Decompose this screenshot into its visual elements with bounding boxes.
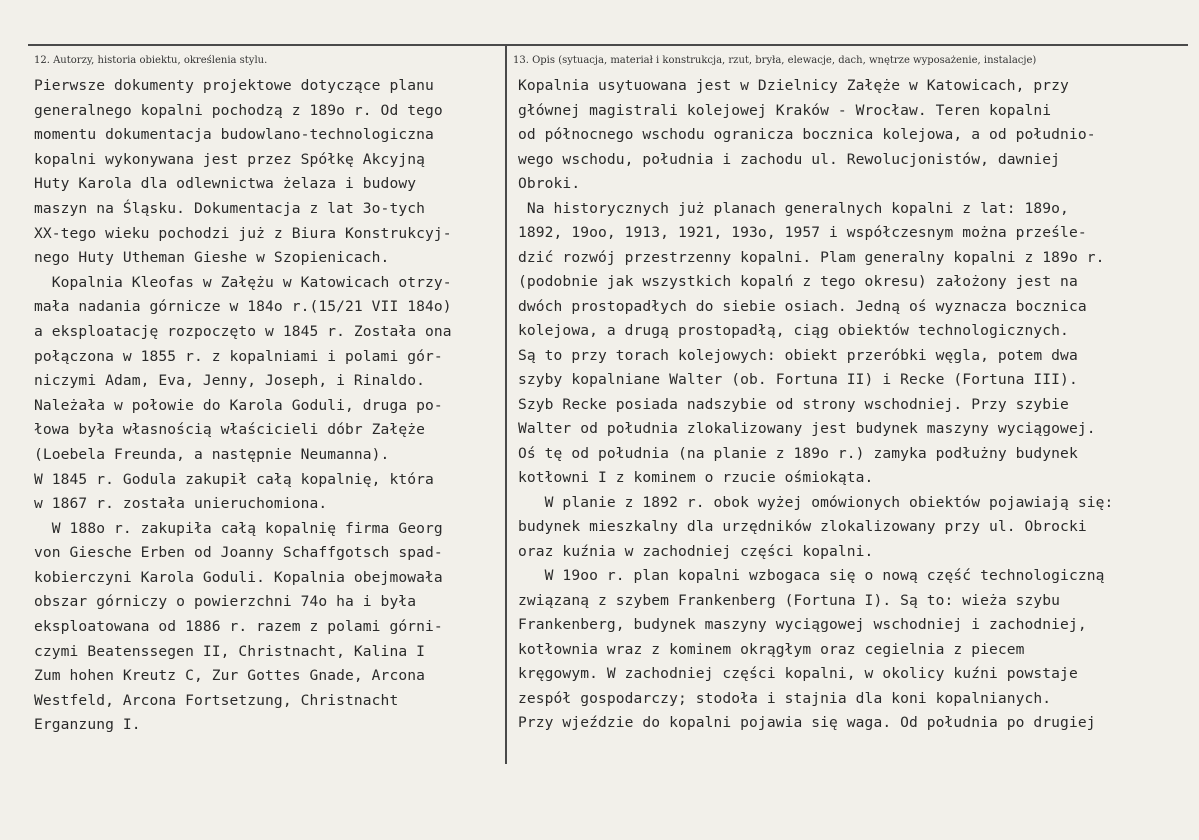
description-column <box>518 74 1183 736</box>
text-line: Szyb Recke posiada nadszybie od strony wschodniej. Przy szybie <box>518 395 1069 413</box>
text-line: dzić rozwój przestrzenny kopalni. Plam generalny kopalni z 189o r. <box>518 248 1105 266</box>
text-line: Na historycznych już planach generalnych kopalni z lat: 189o, <box>518 199 1069 217</box>
text-line: W planie z 1892 r. obok wyżej omówionych obiektów pojawiają się: <box>518 493 1114 511</box>
text-line: W 188o r. zakupiła całą kopalnię firma Georg <box>34 519 443 537</box>
text-line: Kopalnia usytuowana jest w Dzielnicy Załęże w Katowicach, przy <box>518 77 1069 94</box>
text-line: czymi Beatenssegen II, Christnacht, Kalina I <box>34 642 425 660</box>
text-line: Westfeld, Arcona Fortsetzung, Christnacht <box>34 691 399 709</box>
text-line: wego wschodu, południa i zachodu ul. Rewolucjonistów, dawniej <box>518 150 1061 168</box>
text-line: łowa była własnością właścicieli dóbr Załęże <box>34 421 425 439</box>
text-line: Erganzung I. <box>34 716 141 734</box>
top-rule <box>28 44 1188 46</box>
text-line: związaną z szybem Frankenberg (Fortuna I). Są to: wieża szybu <box>518 591 1061 609</box>
text-line: nego Huty Utheman Gieshe w Szopienicach. <box>34 249 390 267</box>
text-line: generalnego kopalni pochodzą z 189o r. Od tego <box>34 101 443 119</box>
text-line: a eksploatację rozpoczęto w 1845 r. Została ona <box>34 322 452 340</box>
text-line: szyby kopalniane Walter (ob. Fortuna II) i Recke (Fortuna III). <box>518 371 1078 388</box>
text-line: Zum hohen Kreutz C, Zur Gottes Gnade, Arcona <box>34 667 425 685</box>
text-line: kobierczyni Karola Goduli. Kopalnia obejmowała <box>34 568 443 586</box>
text-line: Oś tę od południa (na planie z 189o r.) zamyka podłużny budynek <box>518 444 1078 462</box>
text-line: mała nadania górnicze w 184o r.(15/21 VII 184o) <box>34 298 452 316</box>
text-line: Kopalnia Kleofas w Załężu w Katowicach otrzy- <box>34 273 452 291</box>
text-line: 1892, 19oo, 1913, 1921, 193o, 1957 i współczesnym można prześle- <box>518 224 1087 241</box>
history-column <box>34 74 504 738</box>
text-line: połączona w 1855 r. z kopalniami i polami gór- <box>34 347 443 365</box>
text-line: w 1867 r. została unieruchomiona. <box>34 495 328 513</box>
text-line: niczymi Adam, Eva, Jenny, Joseph, i Rinaldo. <box>34 372 425 390</box>
text-line: W 19oo r. plan kopalni wzbogaca się o nową część technologiczną <box>518 567 1105 584</box>
text-line: XX-tego wieku pochodzi już z Biura Konstrukcyj- <box>34 224 452 242</box>
text-line: momentu dokumentacja budowlano-technologiczna <box>34 126 434 144</box>
text-line: (Loebela Freunda, a następnie Neumanna). <box>34 445 390 463</box>
text-line: głównej magistrali kolejowej Kraków - Wrocław. Teren kopalni <box>518 101 1052 119</box>
text-line: budynek mieszkalny dla urzędników zlokalizowany przy ul. Obrocki <box>518 518 1087 535</box>
text-line: kotłowni I z kominem o rzucie ośmiokąta. <box>518 469 874 486</box>
section-13-header: 13. Opis (sytuacja, materiał i konstrukcja, rzut, bryła, elewacje, dach, wnętrze wyposażenie, instalacje) <box>513 55 1037 66</box>
text-line: Obroki. <box>518 175 581 192</box>
text-line: Walter od południa zlokalizowany jest budynek maszyny wyciągowej. <box>518 420 1096 437</box>
text-line: Należała w połowie do Karola Goduli, druga po- <box>34 396 443 414</box>
section-12-header: 12. Autorzy, historia obiektu, określenia stylu. <box>34 55 268 66</box>
text-line: eksploatowana od 1886 r. razem z polami górni- <box>34 618 443 636</box>
column-divider <box>505 44 507 764</box>
text-line: von Giesche Erben od Joanny Schaffgotsch spad- <box>34 544 443 562</box>
text-line: W 1845 r. Godula zakupił całą kopalnię, która <box>34 470 434 488</box>
text-line: dwóch prostopadłych do siebie osiach. Jedną oś wyznacza bocznica <box>518 297 1087 315</box>
text-line: od północnego wschodu ogranicza bocznica kolejowa, a od południo- <box>518 126 1096 143</box>
text-line: Huty Karola dla odlewnictwa żelaza i budowy <box>34 175 417 193</box>
text-line: maszyn na Śląsku. Dokumentacja z lat 3o-tych <box>34 199 425 217</box>
text-line: obszar górniczy o powierzchni 74o ha i była <box>34 593 417 611</box>
text-line: kopalni wykonywana jest przez Spółkę Akcyjną <box>34 150 425 168</box>
text-line: zespół gospodarczy; stodoła i stajnia dla koni kopalnianych. <box>518 689 1052 707</box>
text-line: Są to przy torach kolejowych: obiekt przeróbki węgla, potem dwa <box>518 346 1078 364</box>
text-line: (podobnie jak wszystkich kopalń z tego okresu) założony jest na <box>518 273 1078 290</box>
text-line: kręgowym. W zachodniej części kopalni, w okolicy kuźni powstaje <box>518 665 1078 682</box>
text-line: oraz kuźnia w zachodniej części kopalni. <box>518 542 874 560</box>
text-line: Przy wjeździe do kopalni pojawia się waga. Od południa po drugiej <box>518 714 1096 731</box>
text-line: Pierwsze dokumenty projektowe dotyczące planu <box>34 77 434 94</box>
text-line: Frankenberg, budynek maszyny wyciągowej wschodniej i zachodniej, <box>518 616 1087 633</box>
text-line: kolejowa, a drugą prostopadłą, ciąg obiektów technologicznych. <box>518 322 1069 339</box>
text-line: kotłownia wraz z kominem okrągłym oraz cegielnia z piecem <box>518 640 1025 658</box>
